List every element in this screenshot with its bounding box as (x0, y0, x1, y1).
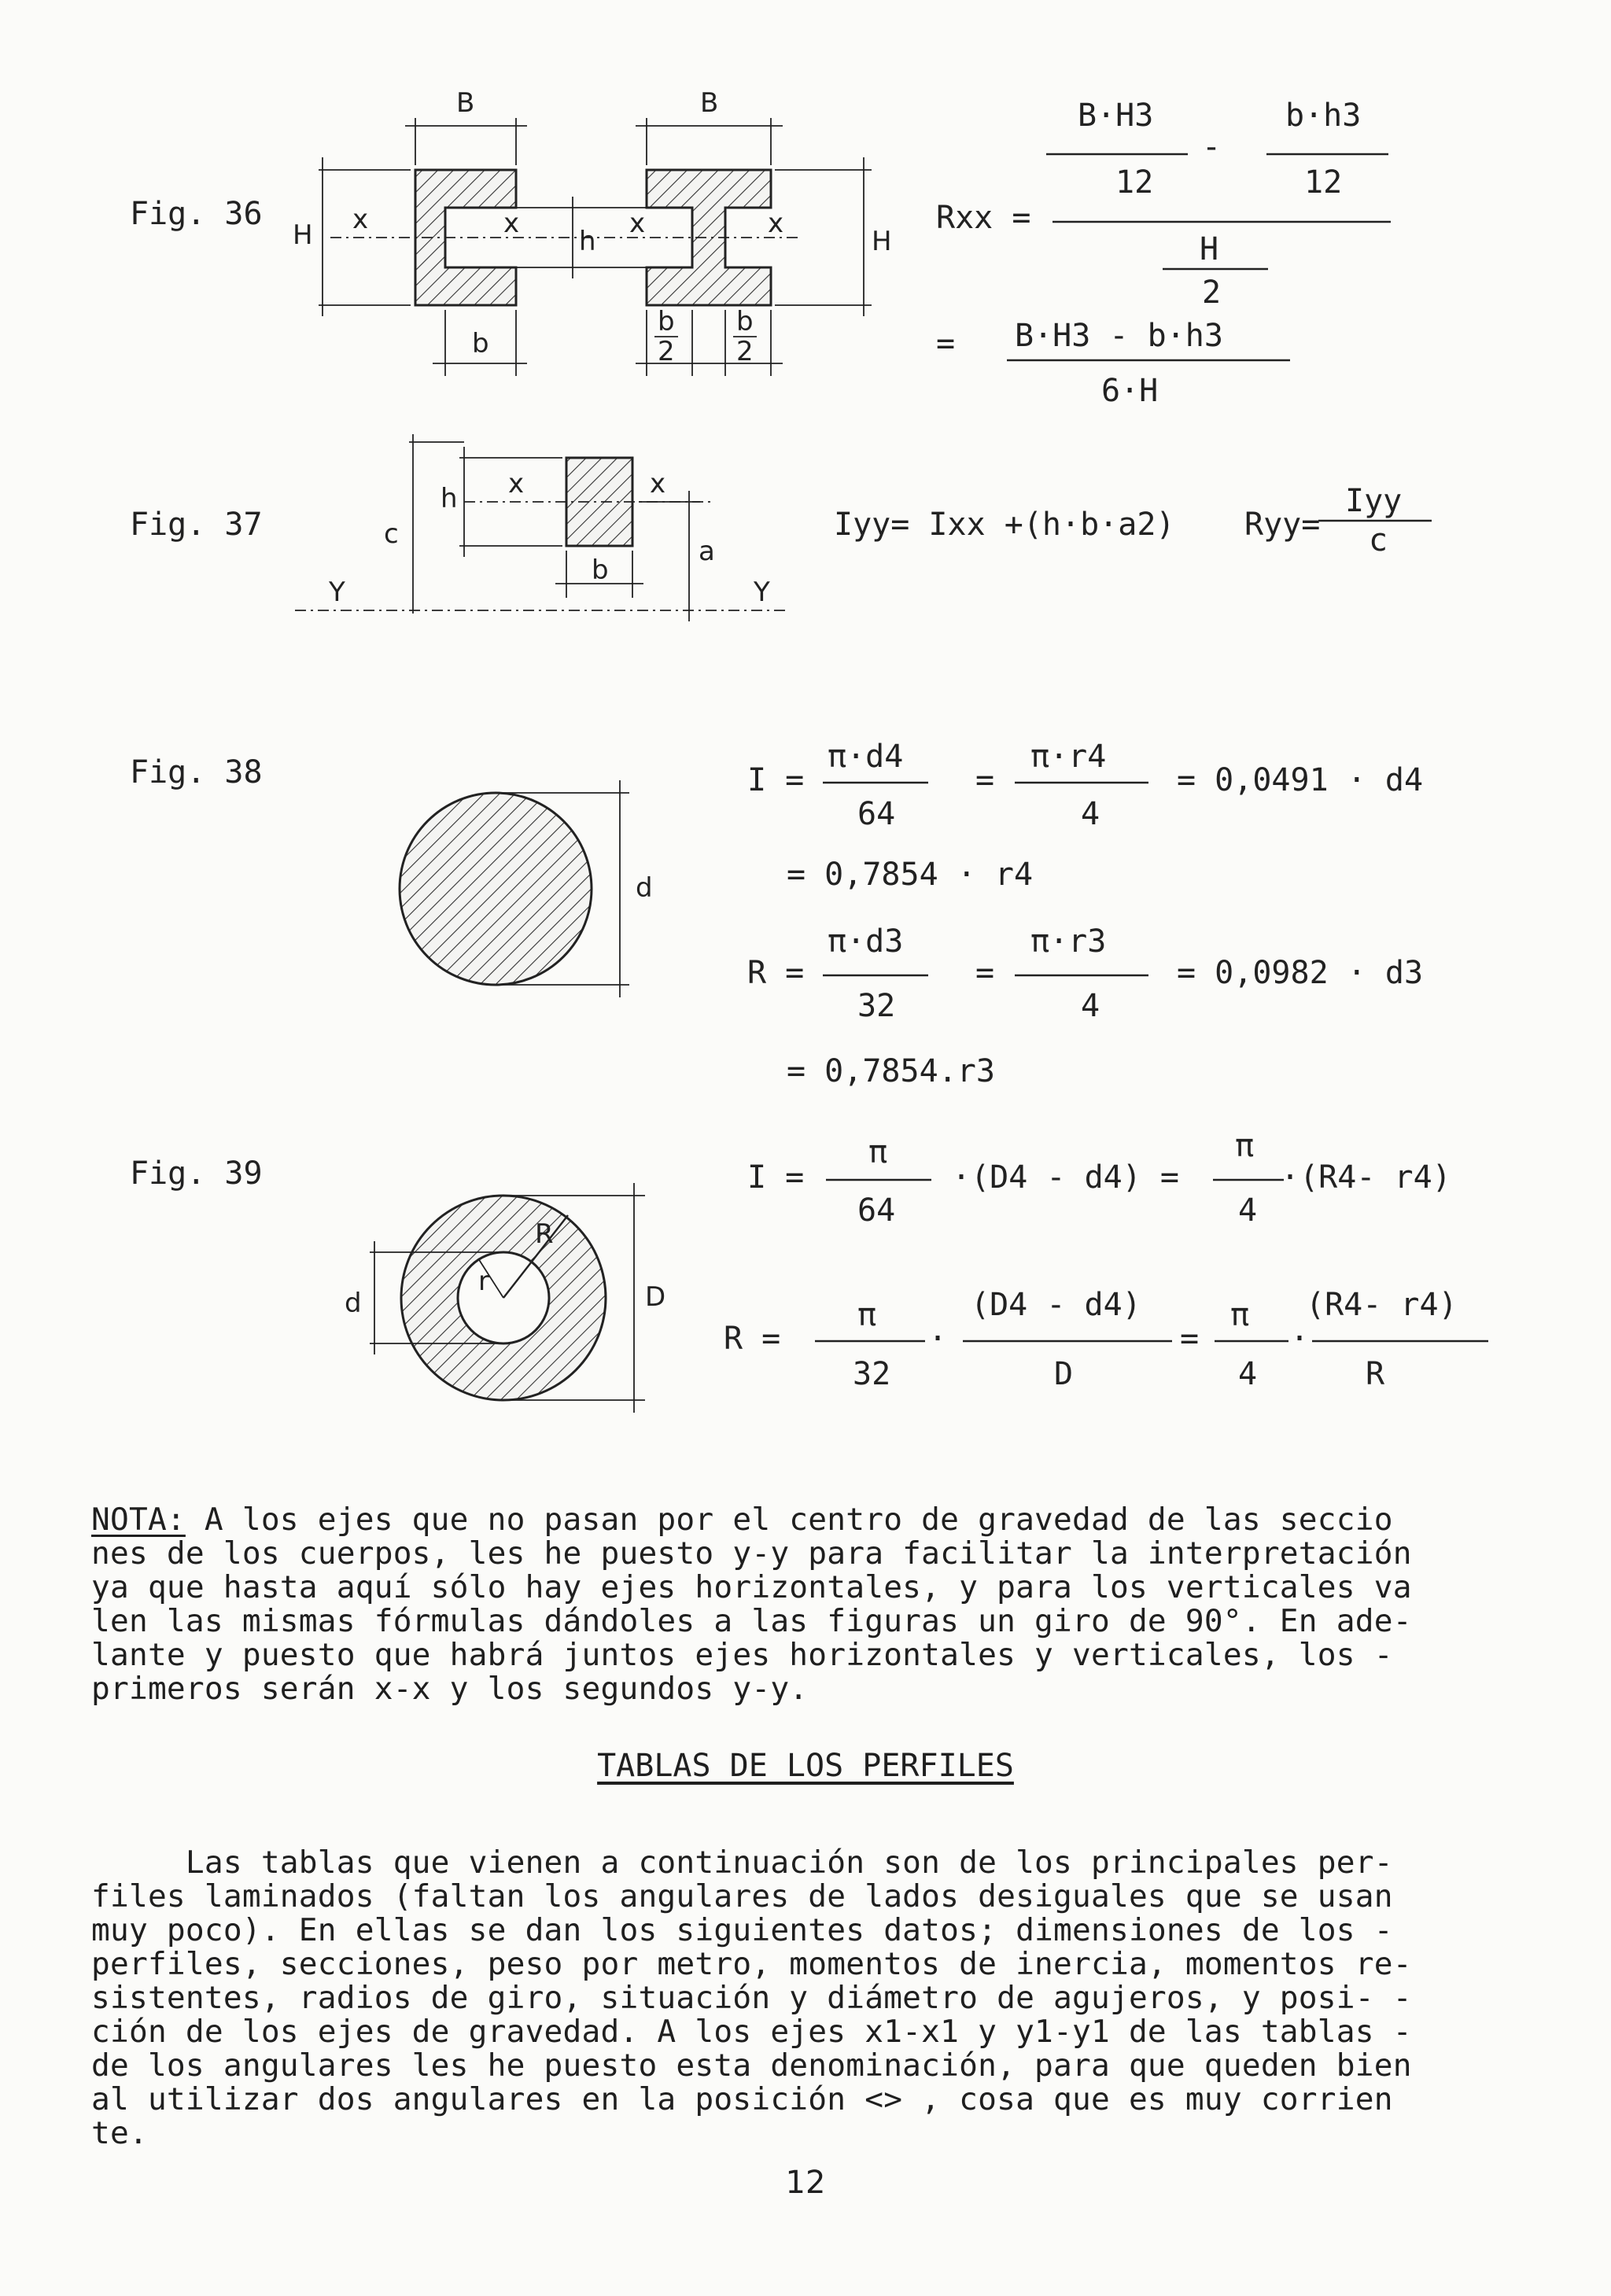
fig39-r-eq: = (1180, 1321, 1200, 1357)
section-line-4: perfiles, secciones, peso por metro, momentos de inercia, momentos re- (91, 1946, 1412, 1982)
fig38-solid-circle (400, 793, 592, 985)
fig36-r2-num: B·H3 - b·h3 (1015, 318, 1223, 354)
fig38 (130, 739, 1423, 1089)
fig36-r-lhs: Rxx = (936, 200, 1031, 236)
section-line-5: sistentes, radios de giro, situación y diámetro de agujeros, y posi- - (91, 1980, 1412, 2016)
nota-line-2: nes de los cuerpos, les he puesto y-y para facilitar la interpretación (91, 1535, 1412, 1572)
fig39-r-d2: D (1054, 1356, 1074, 1392)
fig38-r-lhs: R = (747, 955, 805, 991)
fig39-label: Fig. 39 (130, 1155, 263, 1192)
fig38-i-d1: 64 (857, 796, 896, 832)
fig39-r-d4: R (1366, 1356, 1385, 1392)
fig36-dim-b: b (472, 328, 489, 359)
fig36-t1-den: 12 (1115, 164, 1154, 201)
fig39 (130, 1128, 1488, 1413)
fig39-i-d1: 64 (857, 1192, 896, 1229)
fig38-i-d2: 4 (1081, 796, 1100, 832)
page-number: 12 (785, 2165, 826, 2201)
fig37-dim-h: h (441, 483, 458, 514)
fig36-dim-H1: H (293, 219, 313, 251)
fig38-r-n2: π·r3 (1030, 923, 1107, 960)
fig39-i-mid: ·(D4 - d4) = (952, 1159, 1179, 1196)
fig37-x-right: x (650, 468, 666, 499)
section-line-1: Las tablas que vienen a continuación son de los principales per- (91, 1845, 1393, 1881)
fig36-dim-H2: H (872, 226, 892, 257)
fig36-label: Fig. 36 (130, 196, 263, 232)
section-paragraph (91, 1812, 1539, 2150)
fig36-dim-B1: B (456, 87, 475, 119)
fig39-i-lhs: I = (747, 1159, 805, 1196)
fig38-i-lhs: I = (747, 762, 805, 798)
section-line-3: muy poco). En ellas se dan los siguientes datos; dimensiones de los - (91, 1912, 1393, 1948)
nota-label: NOTA: (91, 1502, 186, 1538)
section-line-6: ción de los ejes de gravedad. A los ejes x1-x1 y y1-y1 de las tablas - (91, 2014, 1412, 2050)
fig37-ryy-den: c (1369, 522, 1388, 558)
fig36-t1-num: B·H3 (1078, 98, 1154, 134)
fig39-r-d1: 32 (853, 1356, 891, 1392)
nota-line-5: lante y puesto que habrá juntos ejes horizontales y verticales, los - (91, 1637, 1393, 1673)
fig36-x-mid1: x (503, 208, 520, 239)
fig39-r-n3: π (1230, 1297, 1250, 1333)
section-line-2: files laminados (faltan los angulares de lados desiguales que se usan (91, 1878, 1393, 1915)
fig36 (130, 87, 1391, 409)
nota-line-1: A los ejes que no pasan por el centro de gravedad de las seccio (185, 1502, 1393, 1538)
fig37-Y-left: Y (329, 577, 345, 608)
fig38-r-eq: = (975, 955, 995, 991)
fig37-dim-c: c (384, 518, 399, 550)
fig39-dim-D: D (645, 1281, 666, 1313)
fig36-dim-h: h (579, 226, 596, 257)
fig37 (130, 434, 1432, 621)
fig36-t2-num: b·h3 (1285, 98, 1362, 134)
section-heading: TABLAS DE LOS PERFILES (597, 1748, 1014, 1784)
nota-line-4: len las mismas fórmulas dándoles a las figuras un giro de 90°. En ade- (91, 1603, 1412, 1639)
fig39-r-dot2: · (1290, 1321, 1310, 1357)
fig39-r-dot1: · (928, 1321, 948, 1357)
fig36-x-left: x (352, 204, 369, 235)
fig37-rect-section (566, 458, 632, 546)
fig36-dim-bhalf2-num: b (736, 306, 754, 337)
nota-paragraph (91, 1469, 1539, 1706)
fig39-r-lhs: R = (724, 1321, 781, 1357)
fig38-i-n1: π·d4 (828, 739, 904, 775)
section-line-9: te. (91, 2115, 148, 2151)
section-line-7: de los angulares les he puesto esta denominación, para que queden bien (91, 2047, 1412, 2084)
fig36-h-num: H (1200, 231, 1219, 267)
nota-line-3: ya que hasta aquí sólo hay ejes horizontales, y para los verticales va (91, 1569, 1412, 1605)
fig36-minus: - (1202, 129, 1222, 165)
fig39-r-n1: π (857, 1297, 877, 1333)
nota-line-6: primeros serán x-x y los segundos y-y. (91, 1671, 809, 1707)
fig39-i-n1: π (868, 1134, 888, 1170)
fig36-t2-den: 12 (1304, 164, 1343, 201)
fig38-r-d1: 32 (857, 988, 896, 1024)
fig38-r-d2: 4 (1081, 988, 1100, 1024)
fig39-dim-R: R (535, 1218, 554, 1250)
fig38-i-line2: = 0,7854 · r4 (787, 857, 1034, 893)
fig38-r-n1: π·d3 (828, 923, 904, 960)
fig37-Y-right: Y (754, 577, 770, 608)
fig36-dim-bhalf1-den: 2 (658, 336, 675, 367)
fig39-i-n2: π (1235, 1128, 1255, 1164)
fig36-x-right: x (768, 208, 784, 239)
fig36-dim-bhalf1-num: b (658, 306, 675, 337)
fig39-r-n4: (R4- r4) (1306, 1287, 1458, 1323)
fig37-label: Fig. 37 (130, 507, 263, 543)
fig37-ryy: Ryy= (1244, 507, 1321, 543)
fig36-r2-den: 6·H (1101, 373, 1159, 409)
fig38-r-line2: = 0,7854.r3 (787, 1053, 995, 1089)
fig36-dim-bhalf2-den: 2 (736, 336, 754, 367)
section-line-8: al utilizar dos angulares en la posición <> , cosa que es muy corrien (91, 2081, 1393, 2117)
fig37-dim-b: b (592, 555, 609, 586)
fig39-i-d2: 4 (1238, 1192, 1258, 1229)
fig36-i-section (647, 170, 771, 305)
fig39-i-end: ·(R4- r4) (1281, 1159, 1451, 1196)
fig38-i-res: = 0,0491 · d4 (1177, 762, 1424, 798)
fig39-dim-d: d (345, 1288, 362, 1319)
fig37-ryy-num: Iyy (1345, 483, 1403, 519)
fig38-i-eq: = (975, 762, 995, 798)
fig38-r-res: = 0,0982 · d3 (1177, 955, 1424, 991)
fig36-r2-eq: = (936, 326, 956, 362)
fig37-iyy: Iyy= Ixx +(h·b·a2) (834, 507, 1175, 543)
fig38-dim-d: d (636, 872, 653, 904)
fig39-dim-r: r (478, 1266, 489, 1297)
fig38-label: Fig. 38 (130, 754, 263, 791)
fig38-i-n2: π·r4 (1030, 739, 1107, 775)
fig39-r-n2: (D4 - d4) (971, 1287, 1141, 1323)
fig36-h-den: 2 (1202, 275, 1222, 311)
fig36-x-mid2: x (629, 208, 646, 239)
fig36-dim-B2: B (700, 87, 719, 119)
fig37-dim-a: a (699, 536, 715, 567)
fig37-x-left: x (508, 468, 525, 499)
fig39-r-d3: 4 (1238, 1356, 1258, 1392)
